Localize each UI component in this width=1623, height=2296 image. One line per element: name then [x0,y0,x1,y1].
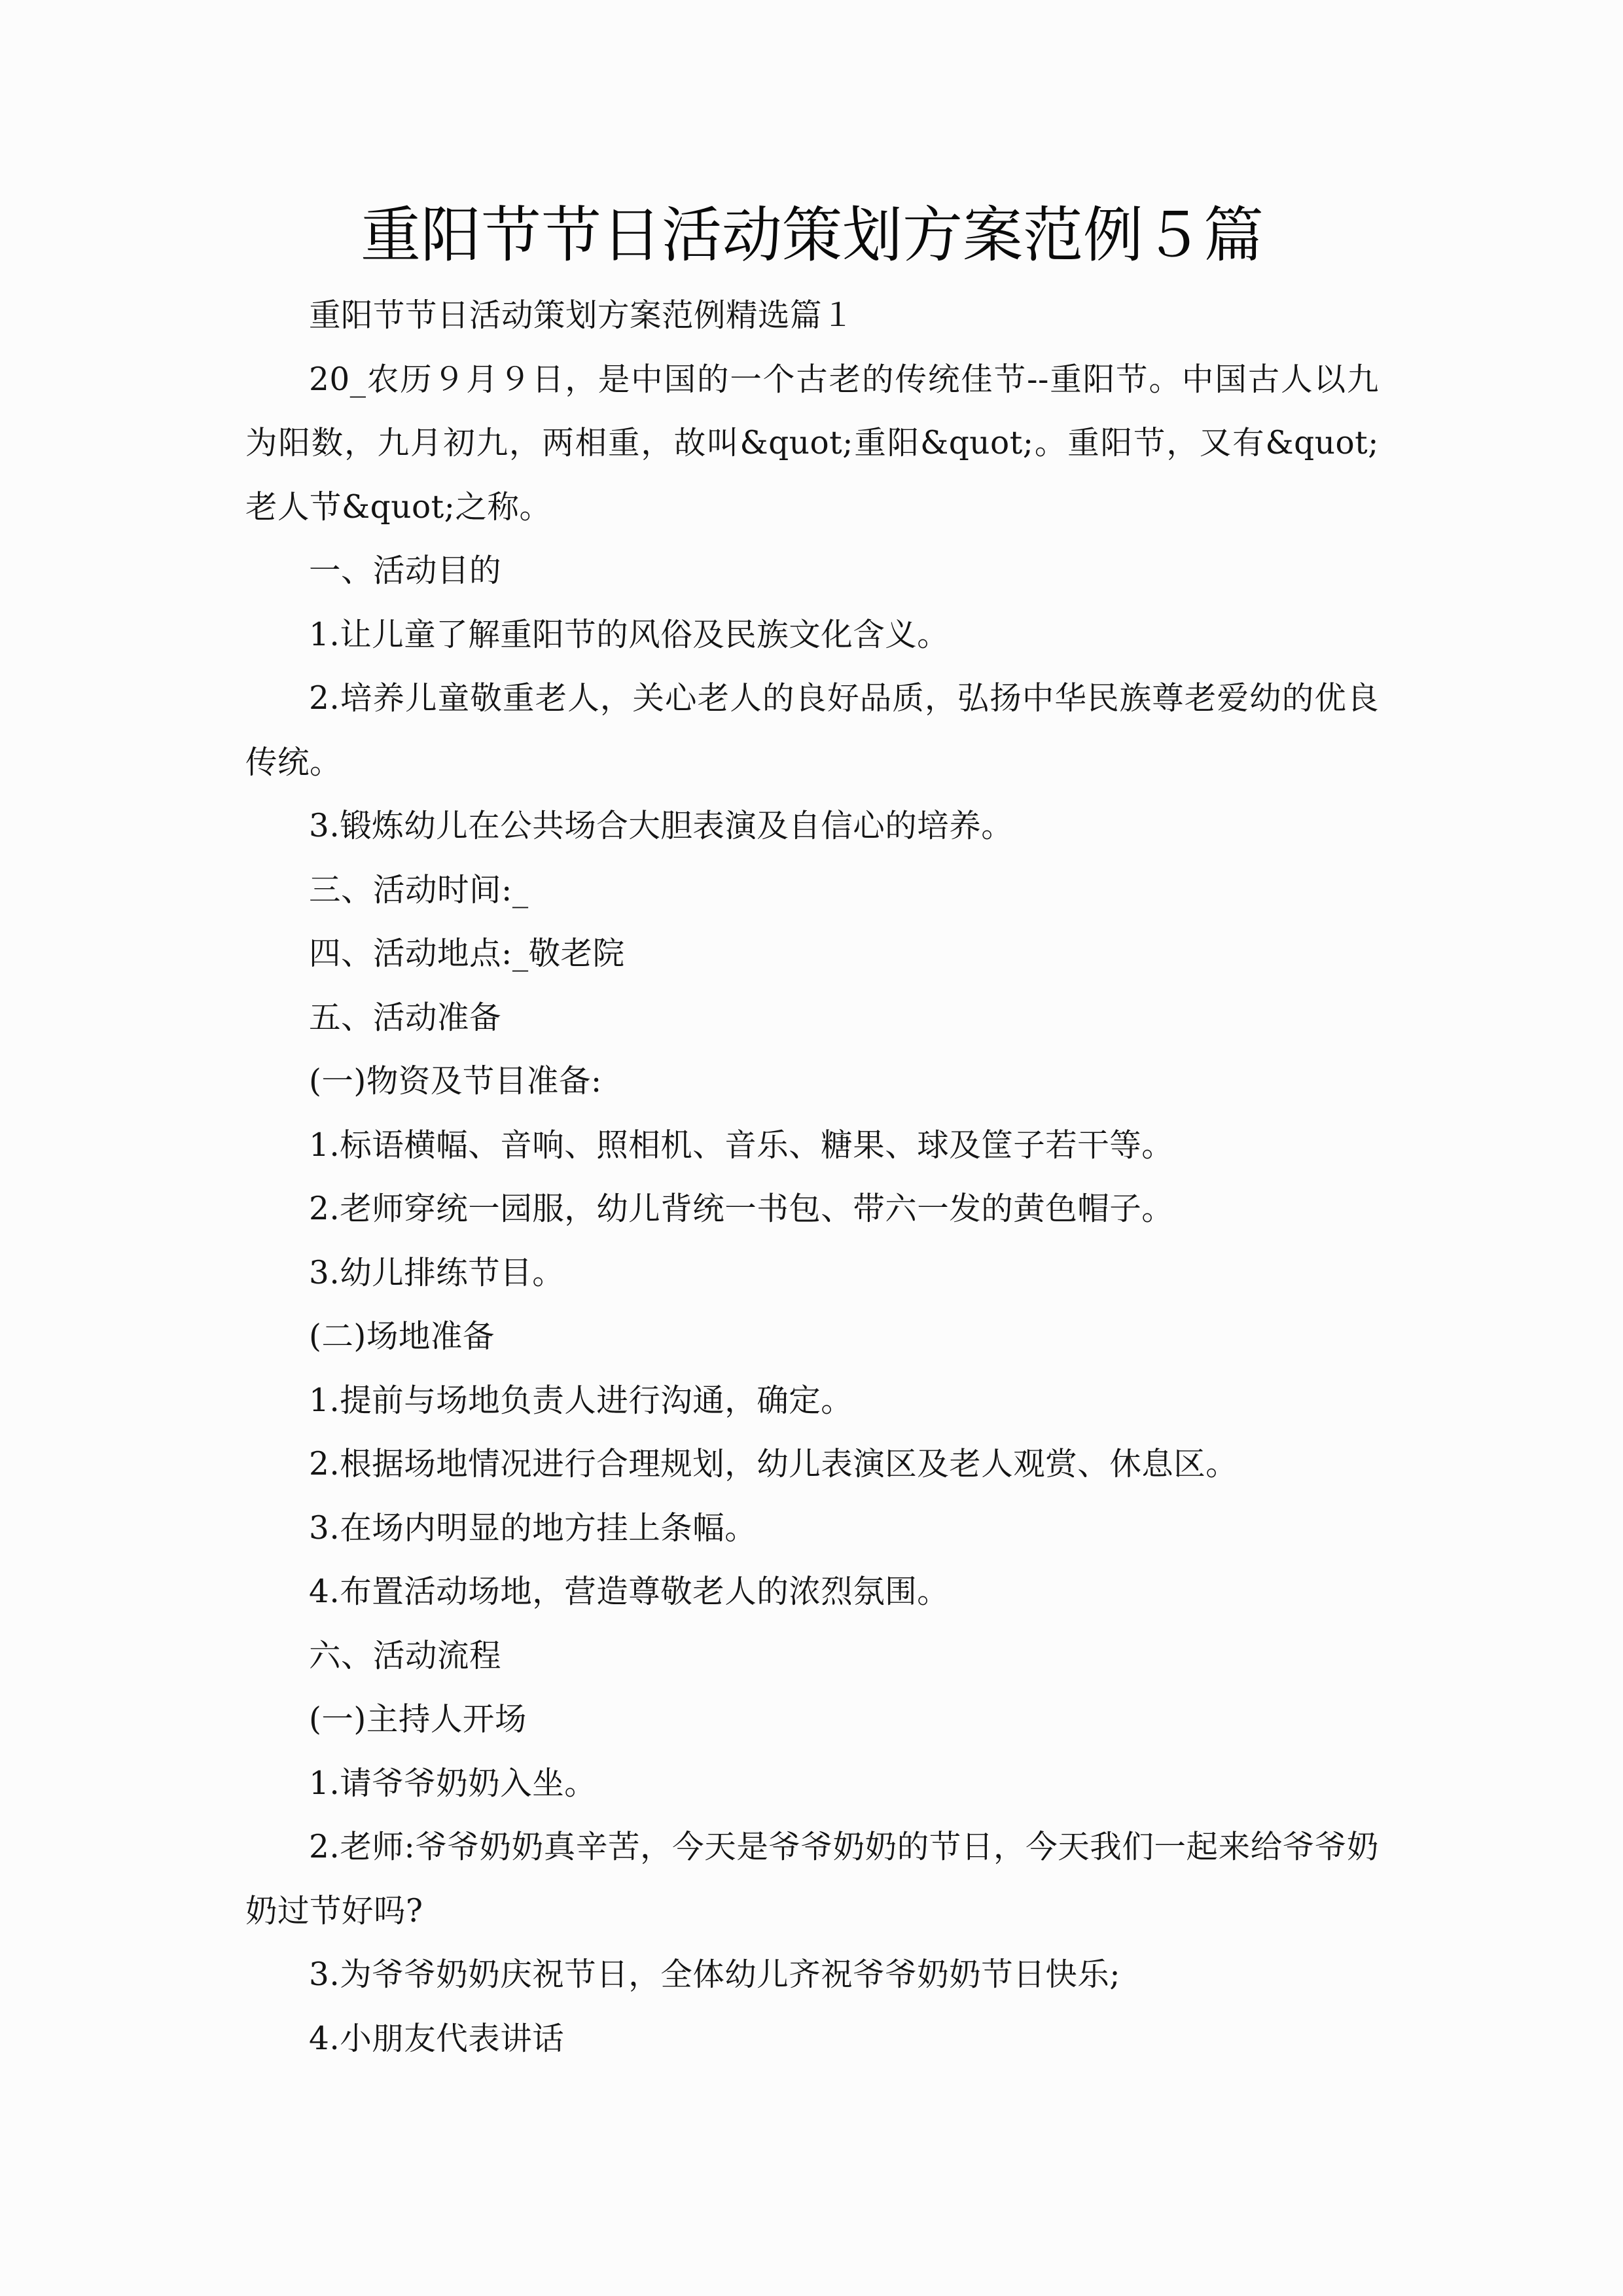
document-title: 重阳节节日活动策划方案范例５篇 [360,200,1264,270]
materials-item-3: 3.幼儿排练节目。 [309,1254,565,1291]
heading-activity-location: 四、活动地点:_敬老院 [309,935,625,972]
process-item-4: 4.小朋友代表讲话 [309,2020,565,2057]
heading-activity-purpose: 一、活动目的 [309,552,502,589]
subheading-venue-preparation: (二)场地准备 [309,1318,495,1355]
section-subtitle: 重阳节节日活动策划方案范例精选篇１ [309,297,855,334]
subheading-materials-preparation: (一)物资及节目准备: [309,1063,602,1100]
purpose-item-1: 1.让儿童了解重阳节的风俗及民族文化含义。 [309,616,950,653]
intro-paragraph: 20_农历９月９日，是中国的一个古老的传统佳节--重阳节。中国古人以九为阳数，九月初九，两相重，故叫&quot;重阳&quot;。重阳节，又有&quot;老人节&quot;之称。 [245,361,1379,526]
heading-activity-time: 三、活动时间:_ [309,871,529,908]
materials-item-1: 1.标语横幅、音响、照相机、音乐、糖果、球及筐子若干等。 [309,1126,1174,1164]
heading-activity-process: 六、活动流程 [309,1637,502,1674]
venue-item-4: 4.布置活动场地，营造尊敬老人的浓烈氛围。 [309,1573,950,1610]
purpose-item-3: 3.锻炼幼儿在公共场合大胆表演及自信心的培养。 [309,808,1014,844]
venue-item-2: 2.根据场地情况进行合理规划，幼儿表演区及老人观赏、休息区。 [309,1446,1238,1482]
venue-item-1: 1.提前与场地负责人进行沟通，确定。 [309,1382,853,1419]
process-item-3: 3.为爷爷奶奶庆祝节日，全体幼儿齐祝爷爷奶奶节日快乐; [309,1956,1121,1993]
document-body [245,284,1379,2071]
purpose-item-2: 2.培养儿童敬重老人，关心老人的良好品质，弘扬中华民族尊老爱幼的优良传统。 [245,680,1379,781]
process-item-1: 1.请爷爷奶奶入坐。 [309,1765,597,1802]
process-item-2: 2.老师:爷爷奶奶真辛苦，今天是爷爷奶奶的节日，今天我们一起来给爷爷奶奶过节好吗? [245,1829,1379,1929]
venue-item-3: 3.在场内明显的地方挂上条幅。 [309,1509,757,1547]
heading-activity-preparation: 五、活动准备 [309,999,502,1036]
subheading-host-opening: (一)主持人开场 [309,1701,527,1738]
materials-item-2: 2.老师穿统一园服，幼儿背统一书包、带六一发的黄色帽子。 [309,1191,1174,1227]
